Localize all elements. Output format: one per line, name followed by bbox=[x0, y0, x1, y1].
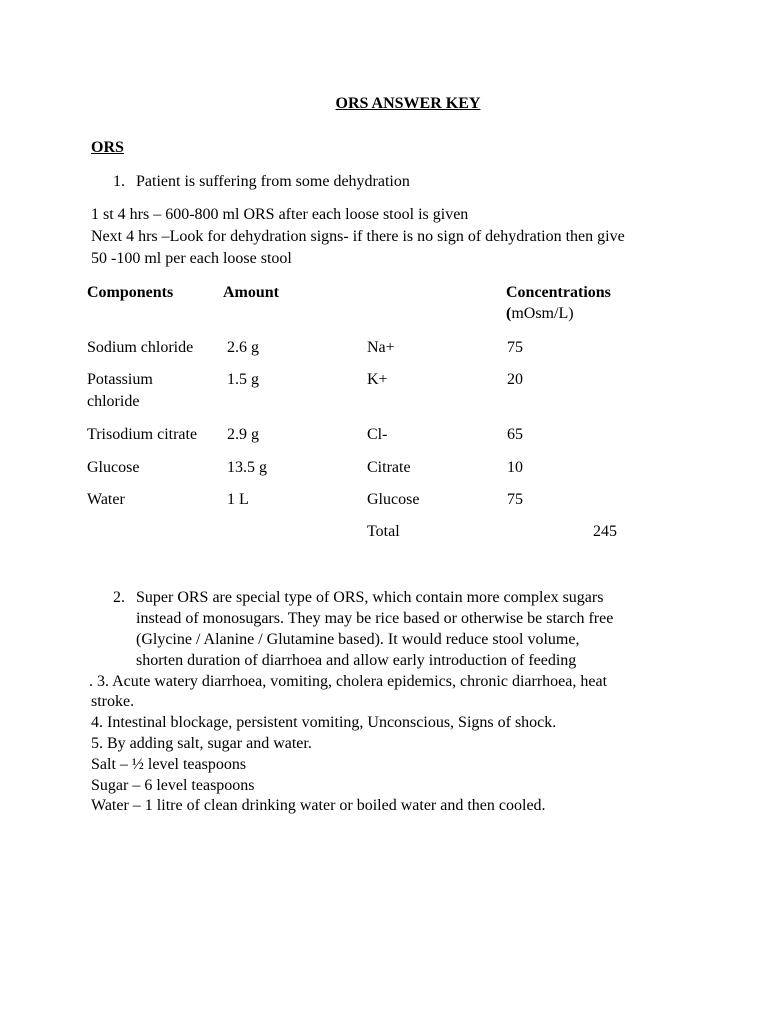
section-heading: ORS bbox=[91, 139, 124, 156]
table-cell-component: Trisodium citrate bbox=[87, 426, 198, 443]
paragraph-line: Next 4 hrs –Look for dehydration signs- if there is no sign of dehydration then give bbox=[91, 228, 625, 245]
table-cell-ion: Cl- bbox=[367, 426, 388, 443]
table-header-unit bbox=[506, 304, 574, 324]
answer-line: Sugar – 6 level teaspoons bbox=[91, 777, 255, 794]
table-cell-amount: 13.5 g bbox=[227, 459, 267, 476]
table-cell-ion: Glucose bbox=[367, 491, 420, 508]
table-cell-concentration: 75 bbox=[507, 339, 523, 356]
table-header-concentrations: Concentrations bbox=[506, 284, 611, 301]
table-total-value: 245 bbox=[593, 523, 617, 540]
list-number-2: 2. bbox=[113, 589, 125, 606]
list-item-2-line: shorten duration of diarrhoea and allow early introduction of feeding bbox=[136, 652, 577, 669]
table-cell-amount: 2.6 g bbox=[227, 339, 259, 356]
unit-open-paren: ( bbox=[506, 305, 512, 322]
table-cell-concentration: 20 bbox=[507, 371, 523, 388]
table-cell-concentration: 65 bbox=[507, 426, 523, 443]
table-cell-concentration: 10 bbox=[507, 459, 523, 476]
list-number-1: 1. bbox=[113, 173, 125, 190]
table-header-amount: Amount bbox=[223, 284, 280, 301]
answer-line: Salt – ½ level teaspoons bbox=[91, 756, 247, 773]
list-item-1-text: Patient is suffering from some dehydration bbox=[136, 173, 410, 190]
unit-text: mOsm/L) bbox=[511, 305, 574, 322]
answer-line: 5. By adding salt, sugar and water. bbox=[91, 735, 312, 752]
answer-line: stroke. bbox=[91, 693, 135, 710]
document-title: ORS ANSWER KEY bbox=[335, 95, 481, 112]
table-cell-component-line2: chloride bbox=[87, 393, 140, 410]
table-cell-component: Water bbox=[87, 491, 125, 508]
answer-line: 4. Intestinal blockage, persistent vomiting, Unconscious, Signs of shock. bbox=[91, 714, 557, 731]
table-cell-amount: 1 L bbox=[227, 491, 249, 508]
table-cell-component: Sodium chloride bbox=[87, 339, 194, 356]
table-cell-ion: Na+ bbox=[367, 339, 395, 356]
answer-line: Water – 1 litre of clean drinking water or boiled water and then cooled. bbox=[91, 797, 546, 814]
paragraph-line: 50 -100 ml per each loose stool bbox=[91, 250, 292, 267]
table-total-label: Total bbox=[367, 523, 400, 540]
table-cell-component: Potassium bbox=[87, 371, 153, 388]
table-cell-ion: Citrate bbox=[367, 459, 411, 476]
table-cell-amount: 1.5 g bbox=[227, 371, 259, 388]
list-item-2-line: Super ORS are special type of ORS, which contain more complex sugars bbox=[136, 589, 604, 606]
list-item-2-line: (Glycine / Alanine / Glutamine based). It would reduce stool volume, bbox=[136, 631, 580, 648]
table-cell-component: Glucose bbox=[87, 459, 140, 476]
table-cell-concentration: 75 bbox=[507, 491, 523, 508]
table-cell-ion: K+ bbox=[367, 371, 388, 388]
list-item-2-line: instead of monosugars. They may be rice based or otherwise be starch free bbox=[136, 610, 614, 627]
answer-line: . 3. Acute watery diarrhoea, vomiting, cholera epidemics, chronic diarrhoea, heat bbox=[89, 673, 608, 690]
table-header-components: Components bbox=[87, 284, 174, 301]
paragraph-line: 1 st 4 hrs – 600-800 ml ORS after each loose stool is given bbox=[91, 206, 469, 223]
table-cell-amount: 2.9 g bbox=[227, 426, 259, 443]
